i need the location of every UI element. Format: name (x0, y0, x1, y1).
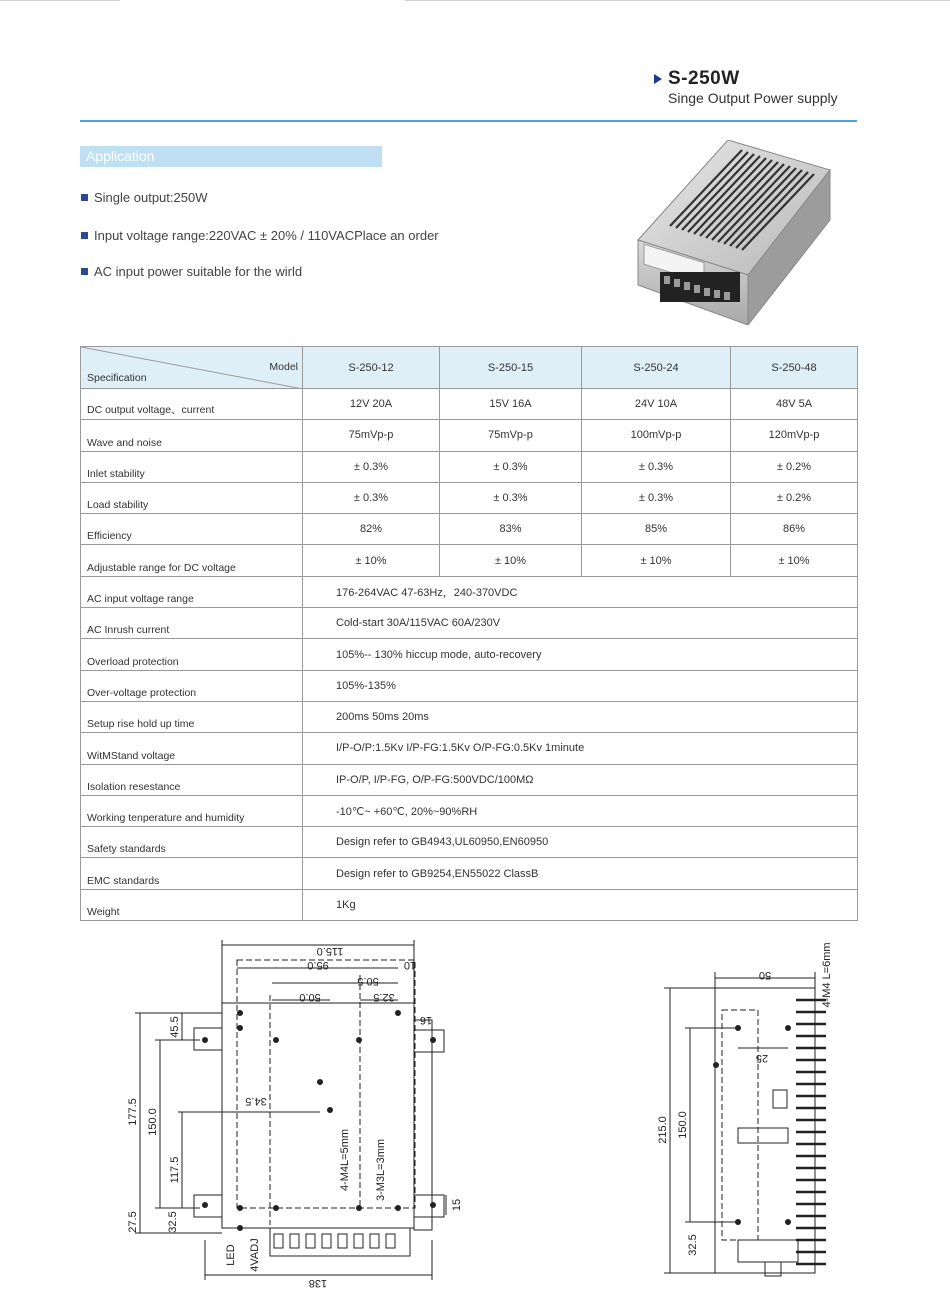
row-label: AC input voltage range (81, 576, 303, 607)
table-row (81, 733, 858, 764)
application-title: Application (86, 148, 155, 164)
table-row (81, 858, 858, 889)
table-row (81, 608, 858, 639)
dim-label: 32.5 (167, 1211, 179, 1233)
dim-label: 177.5 (127, 1098, 139, 1126)
model-header-cell: S-250-24 (582, 347, 731, 389)
dim-label: 15 (451, 1198, 463, 1212)
row-value: 75mVp-p (440, 420, 582, 451)
row-value: 24V 10A (582, 389, 731, 420)
row-label: Over-voltage protection (81, 670, 303, 701)
row-value: 200ms 50ms 20ms (303, 701, 858, 732)
dim-label: 95.0 (307, 959, 329, 971)
row-label: AC Inrush current (81, 608, 303, 639)
dim-label: 32.5 (687, 1234, 699, 1256)
dim-label: 50 (758, 969, 772, 981)
model-subtitle: Singe Output Power supply (668, 90, 838, 106)
dim-label: 150.0 (147, 1108, 159, 1136)
dim-label: 45.5 (169, 1016, 181, 1038)
model-header-cell: S-250-48 (731, 347, 858, 389)
row-label: Working tenperature and humidity (81, 795, 303, 826)
dim-label: 32.5 (373, 991, 395, 1003)
table-row (81, 795, 858, 826)
header-divider (80, 120, 857, 122)
row-value: Design refer to GB4943,UL60950,EN60950 (303, 827, 858, 858)
row-value: ± 0.3% (582, 451, 731, 482)
table-row (81, 764, 858, 795)
model-header-cell: S-250-15 (440, 347, 582, 389)
triangle-bullet-icon (654, 74, 662, 84)
row-value: 82% (303, 514, 440, 545)
dim-label: 10 (403, 959, 417, 971)
row-value: 105%-- 130% hiccup mode, auto-recovery (303, 639, 858, 670)
row-value: I/P-O/P:1.5Kv I/P-FG:1.5Kv O/P-FG:0.5Kv 1minute (303, 733, 858, 764)
row-value: 15V 16A (440, 389, 582, 420)
row-label: Isolation resestance (81, 764, 303, 795)
dim-label: 3-M3L=3mm (375, 1138, 387, 1202)
row-label: Load stability (81, 482, 303, 513)
right-body-outline (715, 988, 815, 1273)
row-label: Safety standards (81, 827, 303, 858)
dim-label: 138 (308, 1277, 328, 1289)
square-bullet-icon (81, 232, 88, 239)
table-row (81, 451, 858, 482)
row-value: Design refer to GB9254,EN55022 ClassB (303, 858, 858, 889)
row-value: 83% (440, 514, 582, 545)
row-value: 75mVp-p (303, 420, 440, 451)
model-header-cell: S-250-12 (303, 347, 440, 389)
row-value: ± 10% (440, 545, 582, 576)
table-row (81, 545, 858, 576)
dim-label: 50.5 (357, 975, 379, 987)
drawing-svg (0, 930, 950, 1298)
corner-model-label: Model (269, 361, 298, 373)
top-rule-left (0, 0, 120, 1)
row-value: ± 10% (731, 545, 858, 576)
row-value: 176-264VAC 47-63Hz，240-370VDC (303, 576, 858, 607)
dim-label: 215.0 (657, 1116, 669, 1144)
table-row (81, 514, 858, 545)
row-label: Wave and noise (81, 420, 303, 451)
table-row (81, 482, 858, 513)
dim-label: 117.5 (169, 1156, 181, 1184)
row-label: EMC standards (81, 858, 303, 889)
top-rule-right (405, 0, 950, 1)
dim-label: 4-M4L=5mm (339, 1128, 351, 1192)
row-value: ± 10% (582, 545, 731, 576)
row-value: -10℃~ +60℃, 20%~90%RH (303, 795, 858, 826)
table-row (81, 889, 858, 920)
bullet-item: Input voltage range:220VAC ± 20% / 110VACPlace an order (81, 228, 439, 243)
row-value: ± 10% (303, 545, 440, 576)
row-label: Inlet stability (81, 451, 303, 482)
application-heading (80, 146, 382, 167)
row-value: IP-O/P, I/P-FG, O/P-FG:500VDC/100MΩ (303, 764, 858, 795)
table-row (81, 576, 858, 607)
model-title: S-250W (668, 68, 740, 89)
row-value: ± 0.3% (440, 451, 582, 482)
dim-label: 150.0 (677, 1111, 689, 1139)
bullet-item: AC input power suitable for the wirld (81, 264, 302, 279)
square-bullet-icon (81, 268, 88, 275)
led-label: LED (225, 1244, 237, 1266)
row-value: ± 0.3% (582, 482, 731, 513)
table-header-row (81, 347, 858, 389)
row-label: WitMStand voltage (81, 733, 303, 764)
table-corner-cell (81, 347, 303, 389)
table-row (81, 827, 858, 858)
dim-label: 27.5 (127, 1211, 139, 1233)
row-label: Overload protection (81, 639, 303, 670)
dim-label: 25 (755, 1052, 769, 1064)
table-row (81, 701, 858, 732)
row-value: 1Kg (303, 889, 858, 920)
row-value: 100mVp-p (582, 420, 731, 451)
row-value: ± 0.3% (303, 451, 440, 482)
row-value: Cold-start 30A/115VAC 60A/230V (303, 608, 858, 639)
row-value: 85% (582, 514, 731, 545)
row-value: 105%-135% (303, 670, 858, 701)
dim-label: 16 (419, 1014, 433, 1026)
row-value: 120mVp-p (731, 420, 858, 451)
mechanical-drawings (0, 930, 950, 1298)
bullet-item: Single output:250W (81, 190, 207, 205)
row-value: 12V 20A (303, 389, 440, 420)
row-label: Adjustable range for DC voltage (81, 545, 303, 576)
square-bullet-icon (81, 194, 88, 201)
row-value: ± 0.3% (303, 482, 440, 513)
table-row (81, 389, 858, 420)
adj-label: 4VADJ (249, 1238, 261, 1272)
row-value: ± 0.2% (731, 482, 858, 513)
table-row (81, 639, 858, 670)
row-label: Weight (81, 889, 303, 920)
row-label: Setup rise hold up time (81, 701, 303, 732)
dim-label: 4-M4 L=6mm (821, 942, 833, 1008)
row-label: Efficiency (81, 514, 303, 545)
row-value: ± 0.2% (731, 451, 858, 482)
row-value: 86% (731, 514, 858, 545)
dim-label: 50.0 (299, 991, 321, 1003)
dim-label: 115.0 (316, 945, 344, 957)
row-value: 48V 5A (731, 389, 858, 420)
row-value: ± 0.3% (440, 482, 582, 513)
corner-spec-label: Specification (87, 372, 147, 384)
power-supply-photo (630, 140, 850, 325)
dim-label: 34.5 (245, 1095, 267, 1107)
row-label: DC output voltage、current (81, 389, 303, 420)
spec-table (80, 346, 858, 921)
table-row (81, 670, 858, 701)
table-row (81, 420, 858, 451)
